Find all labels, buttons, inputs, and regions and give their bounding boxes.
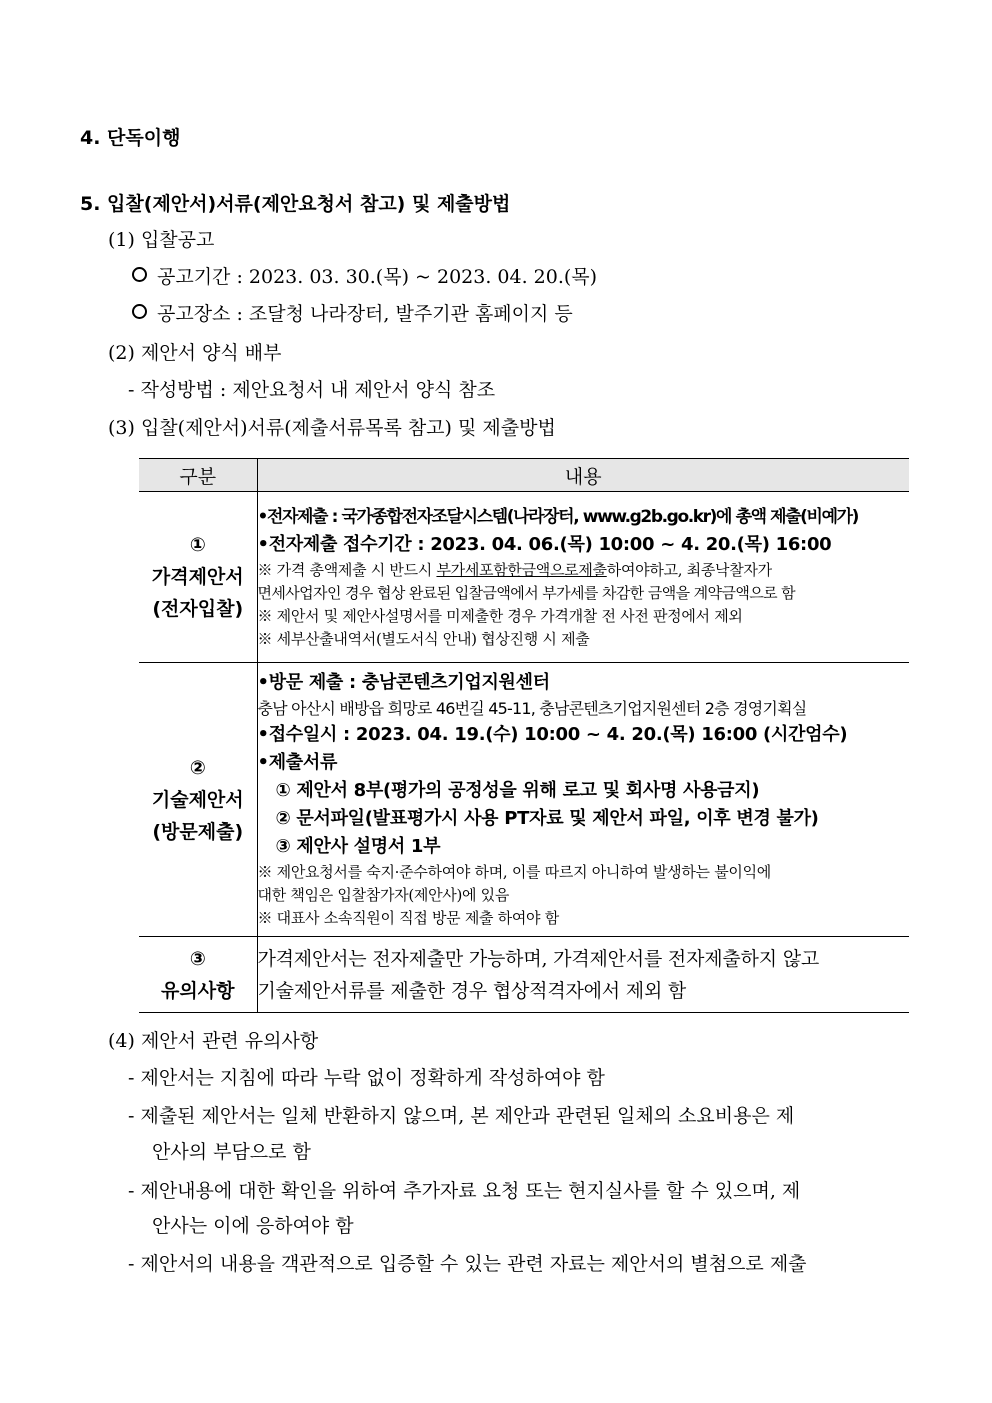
table-row — [139, 492, 909, 663]
row2-name: 기술제안서 — [151, 788, 244, 811]
row1-method: (전자입찰) — [152, 598, 244, 620]
sub1-title: (1) 입찰공고 — [108, 229, 215, 251]
section-5-heading: 5. 입찰(제안서)서류(제안요청서 참고) 및 제출방법 — [80, 193, 511, 215]
row2-content — [257, 663, 909, 937]
row2-line2: •접수일시 : 2023. 04. 19.(수) 10:00 ~ 4. 20.(목) 16:00 (시간엄수) — [257, 724, 848, 745]
row3-category — [139, 937, 257, 1013]
row2-doc-item: ② 문서파일(발표평가시 사용 PT자료 및 제안서 파일, 이후 변경 불가) — [275, 808, 819, 829]
row1-note3: ※ 세부산출내역서(별도서식 안내) 협상진행 시 제출 — [257, 630, 590, 648]
row3-line1: 가격제안서는 전자제출만 가능하며, 가격제안서를 전자제출하지 않고 — [257, 947, 820, 970]
sub4-item: - 제안서의 내용을 객관적으로 입증할 수 있는 관련 자료는 제안서의 별첨으로 제출 — [128, 1253, 807, 1275]
row1-category — [139, 492, 257, 663]
row1-note1-cont: 면세사업자인 경우 협상 완료된 입찰금액에서 부가세를 차감한 금액을 계약금액으로 함 — [257, 584, 796, 602]
row2-method: (방문제출) — [152, 820, 244, 843]
row1-line1: •전자제출 : 국가종합전자조달시스템(나라장터, www.g2b.go.kr)에 총액 제출(비예가) — [257, 507, 858, 527]
bullet-item: 공고기간 : 2023. 03. 30.(목) ~ 2023. 04. 20.(목) — [132, 265, 597, 289]
sub4-title: (4) 제안서 관련 유의사항 — [108, 1030, 319, 1052]
row3-line2: 기술제안서류를 제출한 경우 협상적격자에서 제외 함 — [257, 979, 687, 1002]
header-content: 내용 — [257, 459, 909, 492]
section-4-heading: 4. 단독이행 — [80, 127, 181, 149]
row2-doc-item: ① 제안서 8부(평가의 공정성을 위해 로고 및 회사명 사용금지) — [275, 780, 760, 801]
sub3-title: (3) 입찰(제안서)서류(제출서류목록 참고) 및 제출방법 — [108, 417, 556, 439]
sub4-item: - 제안서는 지침에 따라 누락 없이 정확하게 작성하여야 함 — [128, 1067, 605, 1089]
row2-line1: •방문 제출 : 충남콘텐츠기업지원센터 — [257, 672, 550, 693]
row1-content — [257, 492, 909, 663]
row1-name: 가격제안서 — [151, 566, 244, 588]
row2-number: ② — [189, 756, 206, 779]
row3-name: 유의사항 — [161, 979, 235, 1002]
row2-doc-item: ③ 제안사 설명서 1부 — [275, 836, 441, 857]
row1-line2: •전자제출 접수기간 : 2023. 04. 06.(목) 10:00 ~ 4. 20.(목) 16:00 — [257, 534, 832, 555]
header-category: 구분 — [139, 459, 257, 492]
row2-line3: •제출서류 — [257, 752, 338, 773]
row1-note2: ※ 제안서 및 제안사설명서를 미제출한 경우 가격개찰 전 사전 판정에서 제외 — [257, 607, 743, 625]
row2-address: 충남 아산시 배방읍 희망로 46번길 45-11, 충남콘텐츠기업지원센터 2층 경영기획실 — [257, 699, 807, 718]
row1-note1: ※ 가격 총액제출 시 반드시 부가세포함한금액으로제출하여야하고, 최종낙찰자가 — [257, 561, 772, 579]
table-row — [139, 937, 909, 1013]
row3-number: ③ — [189, 947, 206, 970]
sub2-item: - 작성방법 : 제안요청서 내 제안서 양식 참조 — [128, 379, 496, 401]
circle-bullet-icon — [132, 267, 147, 282]
sub2-title: (2) 제안서 양식 배부 — [108, 342, 282, 364]
row3-content — [257, 937, 909, 1013]
submission-table — [139, 458, 909, 1013]
row1-number: ① — [189, 534, 206, 556]
sub4-item-cont: 안사는 이에 응하여야 함 — [152, 1215, 354, 1237]
row2-note1: ※ 제안요청서를 숙지·준수하여야 하며, 이를 따르지 아니하여 발생하는 불이익에 — [257, 863, 771, 881]
row2-category — [139, 663, 257, 937]
sub4-item: - 제출된 제안서는 일체 반환하지 않으며, 본 제안과 관련된 일체의 소요비용은 제 — [128, 1105, 795, 1127]
row2-note1-cont: 대한 책임은 입찰참가자(제안사)에 있음 — [257, 886, 510, 904]
circle-bullet-icon — [132, 304, 147, 319]
bullet-item: 공고장소 : 조달청 나라장터, 발주기관 홈페이지 등 — [132, 302, 573, 326]
table-header-row — [139, 459, 909, 492]
table-row — [139, 663, 909, 937]
sub4-item: - 제안내용에 대한 확인을 위하여 추가자료 요청 또는 현지실사를 할 수 있으며, 제 — [128, 1180, 801, 1202]
row2-note2: ※ 대표사 소속직원이 직접 방문 제출 하여야 함 — [257, 909, 559, 927]
sub4-item-cont: 안사의 부담으로 함 — [152, 1141, 311, 1163]
